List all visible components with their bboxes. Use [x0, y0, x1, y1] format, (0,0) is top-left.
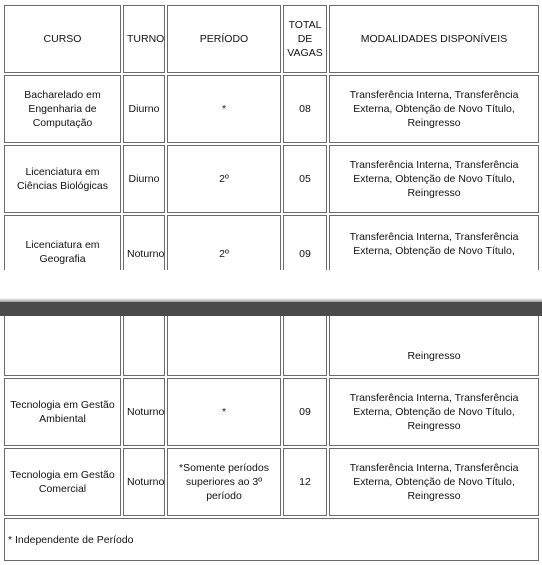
table-row — [4, 448, 539, 516]
vagas-cell: 08 — [283, 75, 327, 143]
footnote-row — [4, 518, 539, 561]
vagas-cell: 09 — [283, 378, 327, 446]
vagas-cell: 09 — [283, 215, 327, 270]
header-modalidades: MODALIDADES DISPONÍVEIS — [329, 5, 539, 73]
header-row — [4, 5, 539, 73]
continuation-row — [4, 316, 539, 376]
header-curso: CURSO — [4, 5, 121, 73]
table-row — [4, 145, 539, 213]
footnote: * Independente de Período — [4, 518, 539, 561]
modalidades-cell: Transferência Interna, Transferência Externa, Obtenção de Novo Título, Reingresso — [329, 378, 539, 446]
modalidades-cell: Transferência Interna, Transferência Externa, Obtenção de Novo Título, Reingresso — [329, 75, 539, 143]
table-row — [4, 215, 539, 270]
curso-cell: Tecnologia em Gestão Comercial — [4, 448, 121, 516]
periodo-cell: *Somente períodos superiores ao 3º período — [167, 448, 281, 516]
page-2 — [0, 316, 542, 565]
periodo-cell: 2º — [167, 145, 281, 213]
periodo-cell: 2º — [167, 215, 281, 270]
table-row — [4, 75, 539, 143]
vacancy-table-page-1 — [2, 3, 541, 270]
page-1 — [0, 0, 542, 270]
modalidades-cell: Transferência Interna, Transferência Externa, Obtenção de Novo Título, Reingresso — [329, 145, 539, 213]
modalidades-cell: Transferência Interna, Transferência Externa, Obtenção de Novo Título, — [329, 215, 539, 270]
curso-cell: Tecnologia em Gestão Ambiental — [4, 378, 121, 446]
turno-cell: Diurno — [123, 145, 165, 213]
vagas-cell: 12 — [283, 448, 327, 516]
curso-cell: Bacharelado em Engenharia de Computação — [4, 75, 121, 143]
curso-cell: Licenciatura em Ciências Biológicas — [4, 145, 121, 213]
vagas-cell: 05 — [283, 145, 327, 213]
modalidades-continuation: Reingresso — [329, 316, 539, 376]
header-total-vagas: TOTAL DE VAGAS — [283, 5, 327, 73]
header-turno: TURNO — [123, 5, 165, 73]
table-row — [4, 378, 539, 446]
curso-cell: Licenciatura em Geografia — [4, 215, 121, 270]
periodo-cell: * — [167, 378, 281, 446]
modalidades-cell: Transferência Interna, Transferência Externa, Obtenção de Novo Título, Reingresso — [329, 448, 539, 516]
turno-cell: Diurno — [123, 75, 165, 143]
vacancy-table-page-2 — [2, 316, 541, 563]
header-periodo: PERÍODO — [167, 5, 281, 73]
turno-cell: Noturno — [123, 448, 165, 516]
periodo-cell: * — [167, 75, 281, 143]
turno-cell: Noturno — [123, 378, 165, 446]
page-divider — [0, 302, 542, 316]
turno-cell: Noturno — [123, 215, 165, 270]
